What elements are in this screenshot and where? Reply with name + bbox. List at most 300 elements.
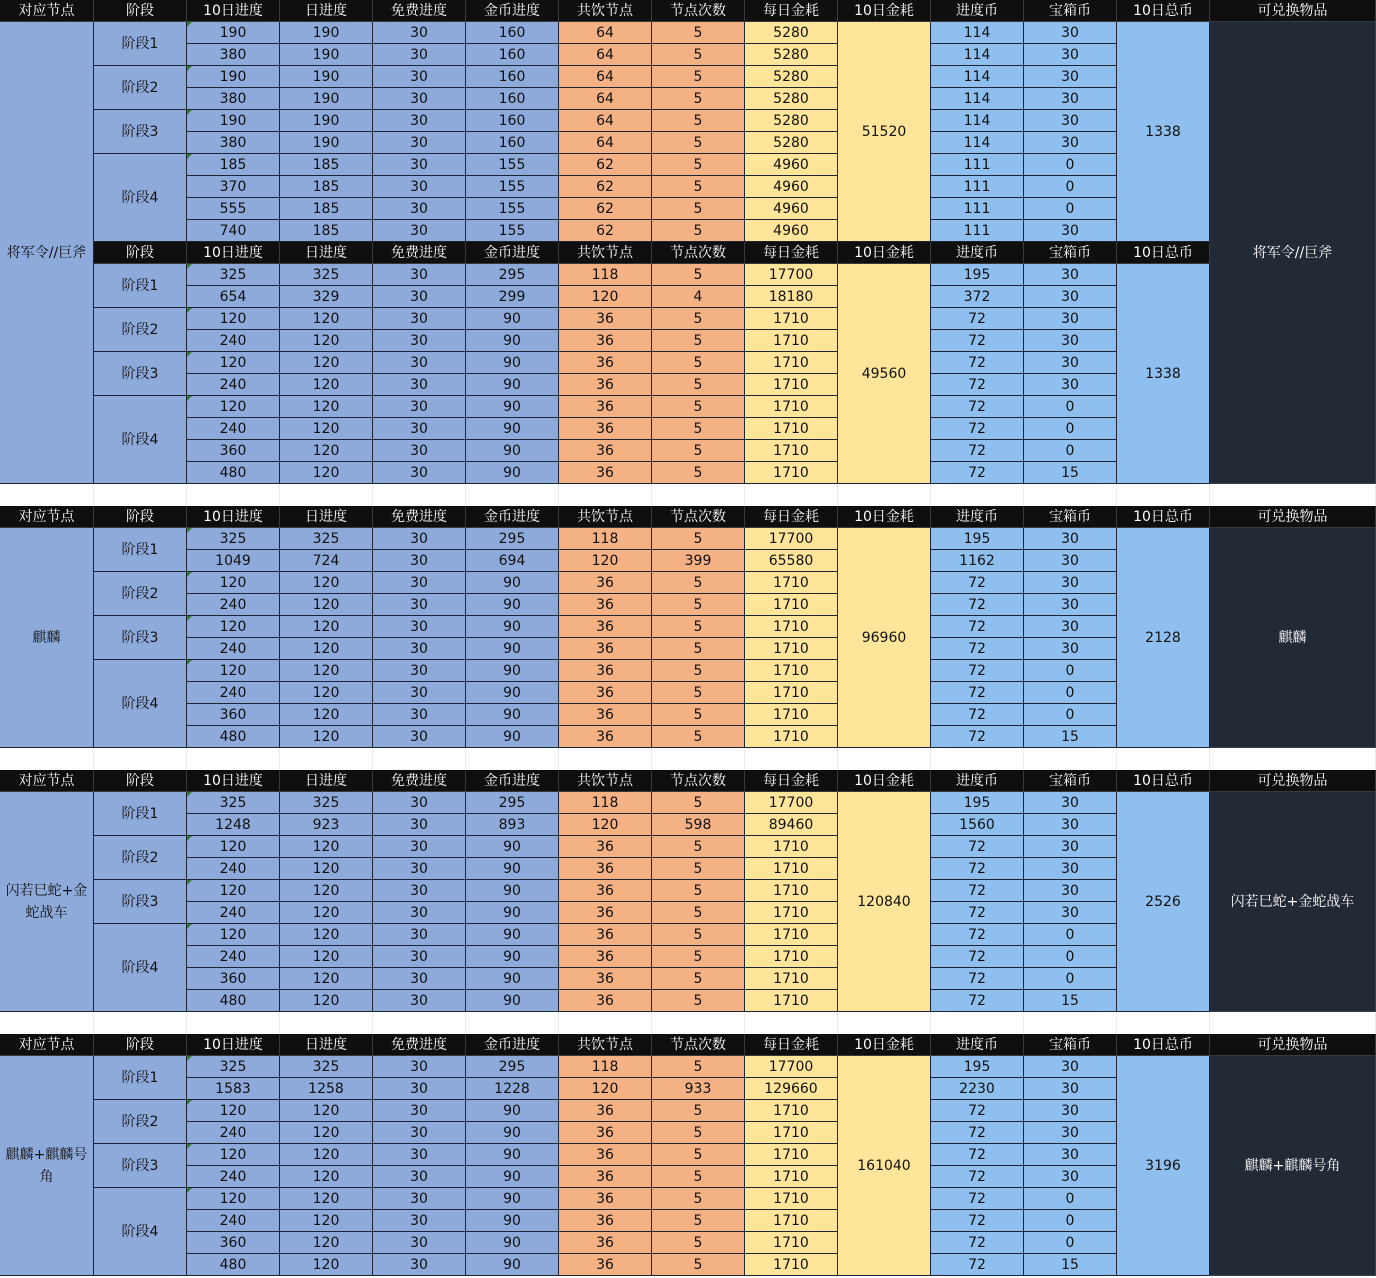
cell-gold-progress: 90 xyxy=(466,1254,559,1276)
cell-shared-node: 118 xyxy=(559,792,652,814)
cell-daily-progress: 120 xyxy=(280,374,373,396)
header-free-progress: 免费进度 xyxy=(373,770,466,792)
cell-daily-gold-cost: 1710 xyxy=(745,990,838,1012)
cell-shared-node: 36 xyxy=(559,836,652,858)
cell-ten-day-progress: 360 xyxy=(187,440,280,462)
cell-progress-coin: 72 xyxy=(931,330,1024,352)
cell-progress-coin: 72 xyxy=(931,836,1024,858)
cell-progress-coin: 72 xyxy=(931,990,1024,1012)
header-gold-progress: 金币进度 xyxy=(466,506,559,528)
cell-node-count: 5 xyxy=(652,726,745,748)
cell-free-progress: 30 xyxy=(373,1188,466,1210)
cell-progress-coin: 114 xyxy=(931,88,1024,110)
cell-free-progress: 30 xyxy=(373,176,466,198)
cell-chest-coin: 30 xyxy=(1024,616,1117,638)
cell-shared-node: 36 xyxy=(559,616,652,638)
node-name: 麒麟 xyxy=(0,528,94,748)
cell-progress-coin: 72 xyxy=(931,440,1024,462)
cell-chest-coin: 0 xyxy=(1024,154,1117,176)
cell-node-count: 5 xyxy=(652,616,745,638)
cell-progress-coin: 72 xyxy=(931,396,1024,418)
header-chest-coin: 宝箱币 xyxy=(1024,770,1117,792)
cell-ten-day-progress: 1583 xyxy=(187,1078,280,1100)
cell-daily-progress: 190 xyxy=(280,88,373,110)
cell-gold-progress: 155 xyxy=(466,198,559,220)
cell-progress-coin: 111 xyxy=(931,220,1024,242)
cell-chest-coin: 30 xyxy=(1024,1144,1117,1166)
cell-progress-coin: 72 xyxy=(931,638,1024,660)
header-ten-day-progress: 10日进度 xyxy=(187,242,280,264)
cell-progress-coin: 72 xyxy=(931,880,1024,902)
cell-shared-node: 62 xyxy=(559,198,652,220)
empty-spacer-cell xyxy=(94,748,187,770)
node-name: 麒麟+麒麟号角 xyxy=(0,1056,94,1276)
node-name: 将军令//巨斧 xyxy=(0,22,94,484)
cell-ten-day-progress: 480 xyxy=(187,990,280,1012)
cell-shared-node: 36 xyxy=(559,352,652,374)
cell-node-count: 5 xyxy=(652,792,745,814)
cell-ten-day-progress: 740 xyxy=(187,220,280,242)
cell-daily-progress: 120 xyxy=(280,330,373,352)
cell-node-count: 598 xyxy=(652,814,745,836)
cell-ten-day-progress: 325 xyxy=(187,792,280,814)
empty-spacer-cell xyxy=(559,1012,652,1034)
cell-chest-coin: 30 xyxy=(1024,88,1117,110)
header-ten-day-progress: 10日进度 xyxy=(187,0,280,22)
cell-daily-gold-cost: 5280 xyxy=(745,132,838,154)
cell-daily-gold-cost: 1710 xyxy=(745,726,838,748)
empty-spacer-cell xyxy=(94,484,187,506)
cell-shared-node: 36 xyxy=(559,308,652,330)
cell-daily-progress: 120 xyxy=(280,1144,373,1166)
cell-ten-day-progress: 360 xyxy=(187,704,280,726)
cell-progress-coin: 111 xyxy=(931,198,1024,220)
cell-daily-progress: 724 xyxy=(280,550,373,572)
cell-daily-progress: 120 xyxy=(280,1188,373,1210)
cell-shared-node: 36 xyxy=(559,880,652,902)
cell-node-count: 5 xyxy=(652,22,745,44)
cell-shared-node: 64 xyxy=(559,66,652,88)
ten-day-coin-total: 3196 xyxy=(1117,1056,1210,1276)
cell-daily-gold-cost: 1710 xyxy=(745,704,838,726)
cell-chest-coin: 30 xyxy=(1024,902,1117,924)
cell-node-count: 5 xyxy=(652,352,745,374)
cell-daily-gold-cost: 5280 xyxy=(745,110,838,132)
cell-free-progress: 30 xyxy=(373,858,466,880)
empty-spacer-cell xyxy=(931,484,1024,506)
header-shared-node: 共饮节点 xyxy=(559,506,652,528)
header-daily-progress: 日进度 xyxy=(280,0,373,22)
cell-daily-progress: 120 xyxy=(280,902,373,924)
empty-spacer-cell xyxy=(1024,484,1117,506)
cell-daily-gold-cost: 5280 xyxy=(745,22,838,44)
empty-spacer-cell xyxy=(373,1012,466,1034)
cell-free-progress: 30 xyxy=(373,330,466,352)
cell-gold-progress: 160 xyxy=(466,88,559,110)
cell-shared-node: 64 xyxy=(559,132,652,154)
cell-ten-day-progress: 120 xyxy=(187,836,280,858)
cell-gold-progress: 90 xyxy=(466,1122,559,1144)
cell-ten-day-progress: 120 xyxy=(187,1100,280,1122)
cell-daily-gold-cost: 65580 xyxy=(745,550,838,572)
cell-ten-day-progress: 240 xyxy=(187,330,280,352)
empty-spacer-cell xyxy=(0,1012,94,1034)
header-ten-day-gold-cost: 10日金耗 xyxy=(838,242,931,264)
cell-daily-progress: 120 xyxy=(280,418,373,440)
cell-daily-gold-cost: 17700 xyxy=(745,264,838,286)
cell-node-count: 5 xyxy=(652,44,745,66)
stage-label: 阶段1 xyxy=(94,264,187,308)
cell-progress-coin: 114 xyxy=(931,44,1024,66)
cell-free-progress: 30 xyxy=(373,1166,466,1188)
cell-daily-gold-cost: 4960 xyxy=(745,220,838,242)
cell-chest-coin: 30 xyxy=(1024,1056,1117,1078)
cell-progress-coin: 372 xyxy=(931,286,1024,308)
cell-node-count: 5 xyxy=(652,66,745,88)
cell-shared-node: 36 xyxy=(559,1210,652,1232)
cell-daily-gold-cost: 1710 xyxy=(745,418,838,440)
cell-progress-coin: 72 xyxy=(931,1210,1024,1232)
empty-spacer-cell xyxy=(652,484,745,506)
cell-node-count: 5 xyxy=(652,1056,745,1078)
empty-spacer-cell xyxy=(559,484,652,506)
cell-ten-day-progress: 120 xyxy=(187,1188,280,1210)
cell-progress-coin: 72 xyxy=(931,858,1024,880)
cell-shared-node: 120 xyxy=(559,550,652,572)
cell-gold-progress: 90 xyxy=(466,968,559,990)
stage-label: 阶段1 xyxy=(94,792,187,836)
stage-label: 阶段4 xyxy=(94,396,187,484)
cell-daily-progress: 325 xyxy=(280,792,373,814)
cell-node-count: 5 xyxy=(652,704,745,726)
header-node: 对应节点 xyxy=(0,770,94,792)
cell-shared-node: 36 xyxy=(559,946,652,968)
cell-shared-node: 36 xyxy=(559,682,652,704)
cell-chest-coin: 0 xyxy=(1024,440,1117,462)
cell-shared-node: 64 xyxy=(559,44,652,66)
cell-gold-progress: 160 xyxy=(466,44,559,66)
cell-ten-day-progress: 240 xyxy=(187,902,280,924)
cell-free-progress: 30 xyxy=(373,1144,466,1166)
cell-free-progress: 30 xyxy=(373,594,466,616)
cell-daily-progress: 325 xyxy=(280,528,373,550)
cell-node-count: 5 xyxy=(652,176,745,198)
cell-gold-progress: 90 xyxy=(466,616,559,638)
cell-daily-progress: 120 xyxy=(280,440,373,462)
cell-ten-day-progress: 240 xyxy=(187,946,280,968)
header-chest-coin: 宝箱币 xyxy=(1024,0,1117,22)
empty-spacer-cell xyxy=(466,1012,559,1034)
cell-shared-node: 36 xyxy=(559,440,652,462)
header-progress-coin: 进度币 xyxy=(931,242,1024,264)
cell-shared-node: 120 xyxy=(559,286,652,308)
cell-node-count: 5 xyxy=(652,572,745,594)
cell-daily-gold-cost: 5280 xyxy=(745,44,838,66)
cell-shared-node: 64 xyxy=(559,88,652,110)
cell-progress-coin: 72 xyxy=(931,352,1024,374)
header-ten-day-gold-cost: 10日金耗 xyxy=(838,506,931,528)
cell-chest-coin: 0 xyxy=(1024,682,1117,704)
cell-ten-day-progress: 190 xyxy=(187,22,280,44)
cell-ten-day-progress: 120 xyxy=(187,308,280,330)
cell-daily-progress: 325 xyxy=(280,264,373,286)
cell-daily-progress: 185 xyxy=(280,176,373,198)
cell-free-progress: 30 xyxy=(373,154,466,176)
header-node-count: 节点次数 xyxy=(652,770,745,792)
cell-daily-gold-cost: 1710 xyxy=(745,462,838,484)
cell-ten-day-progress: 120 xyxy=(187,880,280,902)
cell-ten-day-progress: 1049 xyxy=(187,550,280,572)
cell-progress-coin: 2230 xyxy=(931,1078,1024,1100)
cell-ten-day-progress: 185 xyxy=(187,154,280,176)
header-ten-day-progress: 10日进度 xyxy=(187,770,280,792)
cell-free-progress: 30 xyxy=(373,1056,466,1078)
header-free-progress: 免费进度 xyxy=(373,242,466,264)
cell-free-progress: 30 xyxy=(373,110,466,132)
cell-progress-coin: 72 xyxy=(931,726,1024,748)
cell-node-count: 5 xyxy=(652,880,745,902)
cell-daily-gold-cost: 1710 xyxy=(745,1188,838,1210)
cell-daily-progress: 185 xyxy=(280,154,373,176)
cell-ten-day-progress: 190 xyxy=(187,110,280,132)
cell-daily-progress: 120 xyxy=(280,990,373,1012)
cell-shared-node: 36 xyxy=(559,1122,652,1144)
cell-free-progress: 30 xyxy=(373,1254,466,1276)
header-daily-gold-cost: 每日金耗 xyxy=(745,506,838,528)
ten-day-coin-total: 2526 xyxy=(1117,792,1210,1012)
exchangeable-item: 将军令//巨斧 xyxy=(1210,22,1376,484)
header-stage: 阶段 xyxy=(94,506,187,528)
cell-daily-progress: 190 xyxy=(280,66,373,88)
cell-free-progress: 30 xyxy=(373,88,466,110)
cell-shared-node: 36 xyxy=(559,902,652,924)
empty-spacer-cell xyxy=(373,484,466,506)
cell-daily-gold-cost: 89460 xyxy=(745,814,838,836)
cell-shared-node: 36 xyxy=(559,704,652,726)
cell-progress-coin: 72 xyxy=(931,418,1024,440)
cell-chest-coin: 30 xyxy=(1024,528,1117,550)
cell-free-progress: 30 xyxy=(373,132,466,154)
empty-spacer-cell xyxy=(0,484,94,506)
cell-progress-coin: 72 xyxy=(931,1188,1024,1210)
cell-gold-progress: 90 xyxy=(466,462,559,484)
cell-daily-gold-cost: 1710 xyxy=(745,1100,838,1122)
cell-ten-day-progress: 240 xyxy=(187,858,280,880)
cell-shared-node: 36 xyxy=(559,968,652,990)
cell-node-count: 5 xyxy=(652,594,745,616)
cell-chest-coin: 30 xyxy=(1024,1122,1117,1144)
cell-free-progress: 30 xyxy=(373,528,466,550)
cell-gold-progress: 90 xyxy=(466,1232,559,1254)
cell-ten-day-progress: 480 xyxy=(187,462,280,484)
cell-node-count: 5 xyxy=(652,462,745,484)
cell-gold-progress: 90 xyxy=(466,418,559,440)
header-shared-node: 共饮节点 xyxy=(559,1034,652,1056)
cell-node-count: 5 xyxy=(652,440,745,462)
cell-ten-day-progress: 240 xyxy=(187,374,280,396)
cell-gold-progress: 90 xyxy=(466,660,559,682)
cell-progress-coin: 72 xyxy=(931,462,1024,484)
cell-chest-coin: 30 xyxy=(1024,132,1117,154)
header-exchangeable-item: 可兑换物品 xyxy=(1210,770,1376,792)
empty-spacer-cell xyxy=(745,748,838,770)
cell-node-count: 5 xyxy=(652,330,745,352)
cell-daily-gold-cost: 1710 xyxy=(745,572,838,594)
header-exchangeable-item: 可兑换物品 xyxy=(1210,506,1376,528)
header-daily-gold-cost: 每日金耗 xyxy=(745,1034,838,1056)
cell-chest-coin: 30 xyxy=(1024,858,1117,880)
cell-node-count: 5 xyxy=(652,308,745,330)
cell-free-progress: 30 xyxy=(373,440,466,462)
header-node: 对应节点 xyxy=(0,506,94,528)
header-shared-node: 共饮节点 xyxy=(559,0,652,22)
cell-daily-gold-cost: 1710 xyxy=(745,1254,838,1276)
stage-label: 阶段3 xyxy=(94,880,187,924)
cell-shared-node: 36 xyxy=(559,418,652,440)
cell-shared-node: 36 xyxy=(559,924,652,946)
stage-label: 阶段2 xyxy=(94,66,187,110)
cell-progress-coin: 72 xyxy=(931,308,1024,330)
cell-free-progress: 30 xyxy=(373,704,466,726)
empty-spacer-cell xyxy=(652,1012,745,1034)
cell-node-count: 5 xyxy=(652,1166,745,1188)
stage-label: 阶段2 xyxy=(94,308,187,352)
cell-ten-day-progress: 240 xyxy=(187,594,280,616)
empty-spacer-cell xyxy=(0,748,94,770)
cell-daily-progress: 120 xyxy=(280,682,373,704)
cell-daily-gold-cost: 1710 xyxy=(745,352,838,374)
cell-gold-progress: 90 xyxy=(466,880,559,902)
header-ten-day-total-coin: 10日总币 xyxy=(1117,770,1210,792)
cell-free-progress: 30 xyxy=(373,396,466,418)
cell-free-progress: 30 xyxy=(373,924,466,946)
cell-node-count: 5 xyxy=(652,154,745,176)
cell-shared-node: 64 xyxy=(559,22,652,44)
cell-node-count: 5 xyxy=(652,132,745,154)
header-progress-coin: 进度币 xyxy=(931,506,1024,528)
cell-chest-coin: 0 xyxy=(1024,946,1117,968)
cell-free-progress: 30 xyxy=(373,418,466,440)
cell-gold-progress: 90 xyxy=(466,990,559,1012)
cell-gold-progress: 295 xyxy=(466,528,559,550)
cell-daily-progress: 1258 xyxy=(280,1078,373,1100)
cell-node-count: 5 xyxy=(652,1210,745,1232)
cell-chest-coin: 30 xyxy=(1024,374,1117,396)
cell-progress-coin: 72 xyxy=(931,924,1024,946)
cell-ten-day-progress: 480 xyxy=(187,726,280,748)
cell-daily-gold-cost: 5280 xyxy=(745,88,838,110)
cell-shared-node: 36 xyxy=(559,572,652,594)
cell-daily-progress: 120 xyxy=(280,968,373,990)
cell-free-progress: 30 xyxy=(373,1210,466,1232)
empty-spacer-cell xyxy=(1024,748,1117,770)
cell-chest-coin: 15 xyxy=(1024,726,1117,748)
cell-free-progress: 30 xyxy=(373,726,466,748)
empty-spacer-cell xyxy=(838,748,931,770)
cell-daily-gold-cost: 1710 xyxy=(745,330,838,352)
cell-node-count: 5 xyxy=(652,110,745,132)
exchangeable-item: 麒麟+麒麟号角 xyxy=(1210,1056,1376,1276)
empty-spacer-cell xyxy=(652,748,745,770)
header-free-progress: 免费进度 xyxy=(373,1034,466,1056)
cell-chest-coin: 30 xyxy=(1024,66,1117,88)
header-progress-coin: 进度币 xyxy=(931,0,1024,22)
empty-spacer-cell xyxy=(94,1012,187,1034)
cell-shared-node: 118 xyxy=(559,1056,652,1078)
cell-daily-progress: 185 xyxy=(280,220,373,242)
cell-gold-progress: 90 xyxy=(466,726,559,748)
cell-ten-day-progress: 120 xyxy=(187,396,280,418)
cell-daily-progress: 120 xyxy=(280,396,373,418)
cell-daily-gold-cost: 1710 xyxy=(745,1122,838,1144)
cell-daily-progress: 120 xyxy=(280,594,373,616)
exchangeable-item: 闪若巳蛇+金蛇战车 xyxy=(1210,792,1376,1012)
cell-ten-day-progress: 190 xyxy=(187,66,280,88)
cell-ten-day-progress: 380 xyxy=(187,132,280,154)
cell-progress-coin: 72 xyxy=(931,1100,1024,1122)
cell-ten-day-progress: 240 xyxy=(187,682,280,704)
header-ten-day-gold-cost: 10日金耗 xyxy=(838,1034,931,1056)
cell-progress-coin: 72 xyxy=(931,902,1024,924)
cell-progress-coin: 111 xyxy=(931,154,1024,176)
cell-progress-coin: 1162 xyxy=(931,550,1024,572)
cell-node-count: 5 xyxy=(652,198,745,220)
cell-gold-progress: 90 xyxy=(466,572,559,594)
empty-spacer-cell xyxy=(1117,484,1210,506)
cell-chest-coin: 30 xyxy=(1024,308,1117,330)
cell-chest-coin: 30 xyxy=(1024,792,1117,814)
cell-shared-node: 36 xyxy=(559,462,652,484)
header-daily-gold-cost: 每日金耗 xyxy=(745,242,838,264)
ten-day-gold-total: 49560 xyxy=(838,264,931,484)
cell-node-count: 5 xyxy=(652,924,745,946)
cell-daily-progress: 120 xyxy=(280,858,373,880)
cell-chest-coin: 30 xyxy=(1024,264,1117,286)
cell-free-progress: 30 xyxy=(373,682,466,704)
cell-progress-coin: 72 xyxy=(931,682,1024,704)
stage-label: 阶段3 xyxy=(94,110,187,154)
exchangeable-item: 麒麟 xyxy=(1210,528,1376,748)
cell-daily-progress: 120 xyxy=(280,1232,373,1254)
cell-free-progress: 30 xyxy=(373,968,466,990)
cell-daily-gold-cost: 17700 xyxy=(745,1056,838,1078)
cell-daily-progress: 120 xyxy=(280,660,373,682)
cell-daily-gold-cost: 18180 xyxy=(745,286,838,308)
cell-progress-coin: 72 xyxy=(931,1166,1024,1188)
cell-node-count: 5 xyxy=(652,638,745,660)
cell-chest-coin: 30 xyxy=(1024,110,1117,132)
cell-chest-coin: 0 xyxy=(1024,396,1117,418)
cell-ten-day-progress: 240 xyxy=(187,638,280,660)
empty-spacer-cell xyxy=(1210,748,1376,770)
cell-free-progress: 30 xyxy=(373,66,466,88)
cell-free-progress: 30 xyxy=(373,616,466,638)
cell-free-progress: 30 xyxy=(373,264,466,286)
cell-daily-gold-cost: 1710 xyxy=(745,396,838,418)
cell-node-count: 5 xyxy=(652,1254,745,1276)
cell-daily-progress: 120 xyxy=(280,1100,373,1122)
cell-shared-node: 36 xyxy=(559,396,652,418)
header-node-count: 节点次数 xyxy=(652,1034,745,1056)
cell-gold-progress: 155 xyxy=(466,154,559,176)
stage-label: 阶段2 xyxy=(94,572,187,616)
cell-progress-coin: 72 xyxy=(931,594,1024,616)
cell-shared-node: 36 xyxy=(559,1144,652,1166)
cell-daily-gold-cost: 1710 xyxy=(745,968,838,990)
header-ten-day-total-coin: 10日总币 xyxy=(1117,506,1210,528)
cell-progress-coin: 114 xyxy=(931,22,1024,44)
cell-daily-gold-cost: 1710 xyxy=(745,880,838,902)
